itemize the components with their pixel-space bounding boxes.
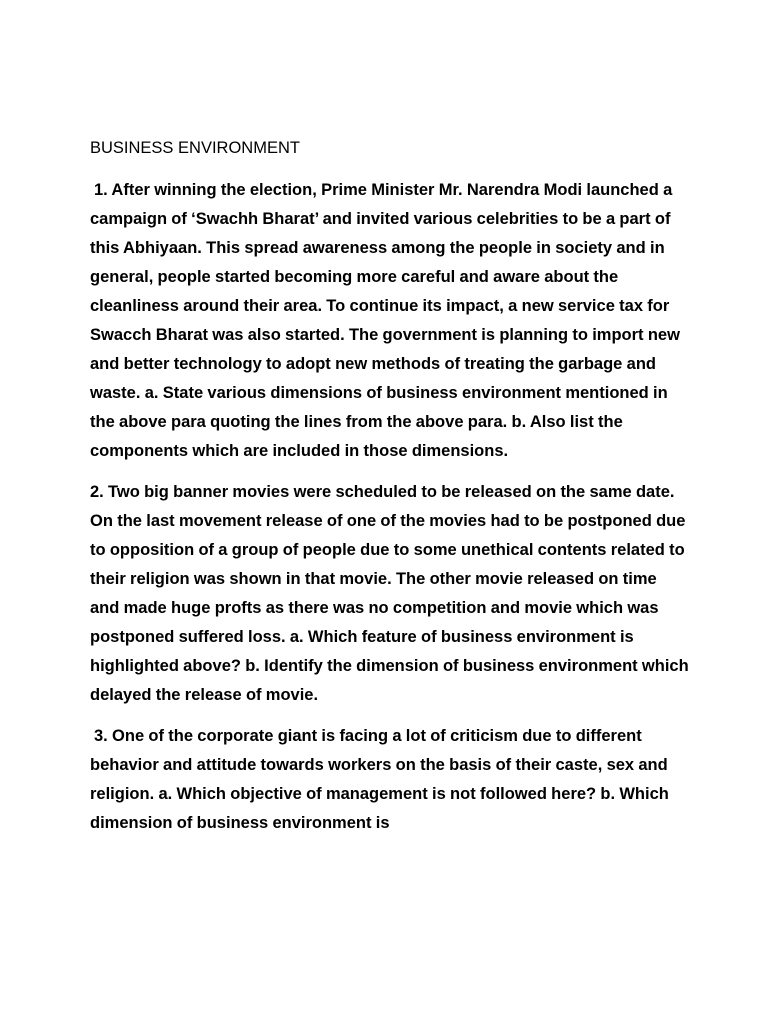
document-body bbox=[90, 134, 690, 850]
question-1: 1. After winning the election, Prime Minister Mr. Narendra Modi launched a campaign of ‘Swachh Bharat’ and invited various celebrities to be a part of this Abhiyaan. This spread awareness among the people in society and in general, people started becoming more careful and aware about the cleanliness around their area. To continue its impact, a new service tax for Swacch Bharat was also started. The government is planning to import new and better technology to adopt new methods of treating the garbage and waste. a. State various dimensions of business environment mentioned in the above para quoting the lines from the above para. b. Also list the components which are included in those dimensions. bbox=[90, 181, 680, 460]
document-title: BUSINESS ENVIRONMENT bbox=[90, 139, 300, 157]
question-2: 2. Two big banner movies were scheduled to be released on the same date. On the last movement release of one of the movies had to be postponed due to opposition of a group of people due to some unethical contents related to their religion was shown in that movie. The other movie released on time and made huge profts as there was no competition and movie which was postponed suffered loss. a. Which feature of business environment is highlighted above? b. Identify the dimension of business environment which delayed the release of movie. bbox=[90, 483, 689, 704]
question-3: 3. One of the corporate giant is facing a lot of criticism due to different behavior and attitude towards workers on the basis of their caste, sex and religion. a. Which objective of management is not followed here? b. Which dimension of business environment is bbox=[90, 727, 669, 832]
